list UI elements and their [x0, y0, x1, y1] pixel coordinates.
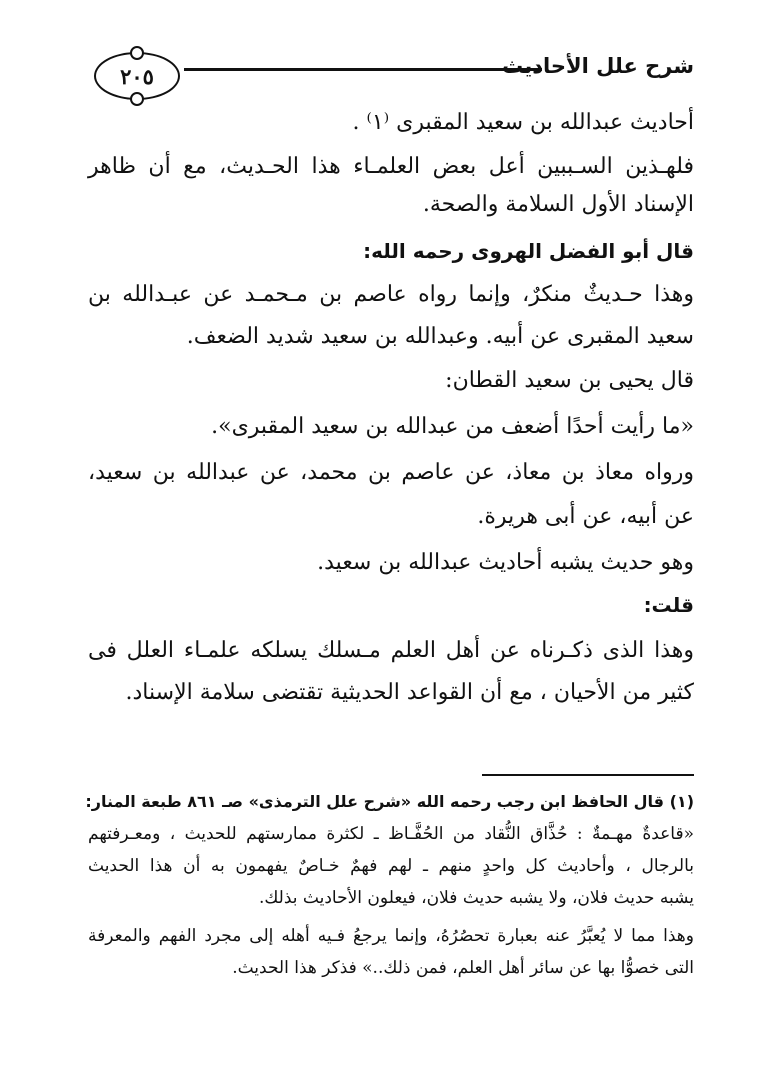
- body-line: عن أبيه، عن أبى هريرة.: [477, 504, 694, 529]
- footnote-line: وهذا مما لا يُعبَّرُ عنه بعبارة تحصُرُهُ، وإنما يرجعُ فـيه أهله إلى مجرد الفهم والمعرفة: [88, 926, 694, 946]
- body-line: فلهـذين السـببين أعل بعض العلمـاء هذا الحـديث، مع أن ظاهر: [88, 154, 694, 179]
- footnote-line: (١) قال الحافظ ابن رجب رحمه الله «شرح علل الترمذى» صـ ٨٦١ طبعة المنار:: [85, 792, 694, 811]
- page-number-ornament: [94, 52, 180, 100]
- page-header: [88, 46, 694, 104]
- footnote-line: بالرجال ، وأحاديث كل واحدٍ منهم ـ لهم فهمٌ خـاصٌ يفهمون به أن هذا الحديث: [88, 856, 694, 876]
- body-line: ورواه معاذ بن معاذ، عن عاصم بن محمد، عن عبدالله بن سعيد،: [88, 460, 694, 485]
- footnote-line: «قاعدةٌ مهـمةٌ : حُذَّاق النُّقاد من الحُفَّـاظ ـ لكثرة ممارستهم للحديث ، ومعـرفتهم: [88, 824, 694, 844]
- body-line: أحاديث عبدالله بن سعيد المقبرى ⁽١⁾ .: [352, 110, 694, 135]
- section-heading: قلت:: [643, 593, 694, 617]
- section-heading: قال أبو الفضل الهروى رحمه الله:: [363, 239, 694, 263]
- body-line: سعيد المقبرى عن أبيه. وعبدالله بن سعيد شديد الضعف.: [186, 324, 694, 349]
- body-line: الإسناد الأول السلامة والصحة.: [422, 192, 694, 217]
- footnote-line: التى خصوُّا بها عن سائر أهل العلم، فمن ذلك..» فذكر هذا الحديث.: [232, 958, 694, 978]
- footnote-separator: [482, 774, 694, 776]
- running-title: شرح علل الأحاديث: [502, 54, 694, 78]
- body-line: وهذا حـديثٌ منكرٌ، وإنما رواه عاصم بن مـحمـد عن عبـدالله بن: [88, 282, 694, 307]
- header-rule: [184, 68, 542, 71]
- body-line: وهذا الذى ذكـرناه عن أهل العلم مـسلك يسلكه علمـاء العلل فى: [88, 638, 694, 663]
- body-line: كثير من الأحيان ، مع أن القواعد الحديثية تقتضى سلامة الإسناد.: [125, 680, 694, 705]
- body-line: «ما رأيت أحدًا أضعف من عبدالله بن سعيد المقبرى».: [211, 414, 694, 439]
- body-line: وهو حديث يشبه أحاديث عبدالله بن سعيد.: [317, 550, 694, 575]
- page-number: ٢٠٥: [120, 63, 154, 89]
- body-line: قال يحيى بن سعيد القطان:: [445, 368, 694, 393]
- footnote-line: يشبه حديث فلان، ولا يشبه حديث فلان، فيعلون الأحاديث بذلك.: [258, 888, 694, 908]
